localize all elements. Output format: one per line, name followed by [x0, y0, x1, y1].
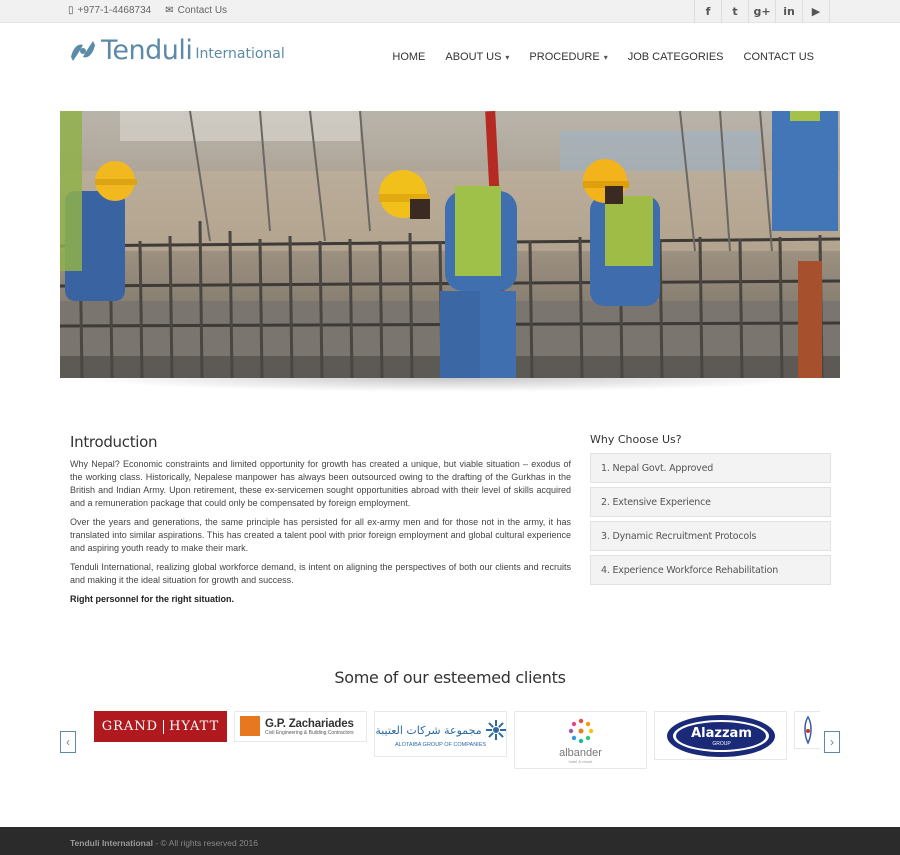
- intro-tagline: Right personnel for the right situation.: [70, 594, 234, 604]
- hero-shadow: [80, 378, 820, 392]
- nav-home[interactable]: HOME: [392, 51, 426, 63]
- client-logo-grand-hyatt[interactable]: GRAND HYATT: [94, 711, 227, 742]
- logo-main-text: Tenduli: [101, 35, 193, 66]
- nav-job-categories[interactable]: JOB CATEGORIES: [627, 51, 724, 63]
- why-item[interactable]: 2. Extensive Experience: [590, 487, 831, 517]
- top-bar: [0, 0, 900, 23]
- why-item[interactable]: 3. Dynamic Recruitment Protocols: [590, 521, 831, 551]
- logo-hands-icon: [69, 37, 97, 65]
- site-logo[interactable]: [69, 37, 285, 65]
- gpz-mark-icon: [240, 716, 260, 736]
- intro-paragraph: Tenduli International, realizing global workforce demand, is intent on aligning the perspectives of both our clients and recruits and making it the ideal situation for growth and success.: [70, 562, 571, 585]
- nav-about-us[interactable]: ABOUT US ▾: [445, 51, 510, 63]
- alotaiba-emblem-icon: [486, 720, 506, 740]
- youtube-icon[interactable]: ▶: [803, 0, 830, 23]
- contact-label: Contact Us: [177, 5, 228, 16]
- main-nav: [392, 51, 814, 63]
- client-logo-partial[interactable]: [794, 711, 820, 749]
- client-logo-albander[interactable]: albander hotel & resort: [514, 711, 647, 769]
- why-choose-us-title: Why Choose Us?: [590, 433, 682, 446]
- why-item[interactable]: 1. Nepal Govt. Approved: [590, 453, 831, 483]
- phone-icon: ▯: [68, 5, 74, 16]
- social-links: [694, 0, 830, 23]
- carousel-prev-button[interactable]: ‹: [60, 731, 76, 753]
- site-header: [0, 23, 900, 89]
- chevron-down-icon: ▾: [603, 53, 608, 62]
- albander-dots-icon: [567, 717, 595, 745]
- nav-contact-us[interactable]: CONTACT US: [743, 51, 814, 63]
- introduction-title: Introduction: [70, 433, 158, 451]
- logo-sub-text: International: [195, 46, 285, 62]
- client-logo-gp-zachariades[interactable]: G.P. Zachariades Civil Engineering & Building Contractors: [234, 711, 367, 742]
- intro-paragraph: Over the years and generations, the same principle has persisted for all ex-army men and for those not in the army, it has translated into similar aspirations. This has created a talent pool with prior foreign employment and global cultural experience and aspiring youth ready to make their mark.: [70, 517, 571, 553]
- intro-paragraph: Why Nepal? Economic constraints and limited opportunity for growth has created a unique, but viable situation – exodus of the working class. Historically, Nepalese manpower has always been outsourced owing to the drafting of the Gurkhas in the British and Indian Army. Upon retirement, these ex-servicemen sought opportunities abroad with their level of skills acquired and a remuneration package that could only be compensated by foreign employment.: [70, 459, 571, 508]
- google-plus-icon[interactable]: g+: [749, 0, 776, 23]
- why-item[interactable]: 4. Experience Workforce Rehabilitation: [590, 555, 831, 585]
- footer-copyright: Tenduli International - © All rights reserved 2016: [70, 838, 258, 848]
- partial-logo-icon: [802, 715, 814, 745]
- site-footer: [0, 827, 900, 855]
- client-logo-alotaiba[interactable]: مجموعة شركات العتيبة ALOTAIBA GROUP OF COMPANIES: [374, 711, 507, 757]
- phone-link[interactable]: [68, 5, 151, 16]
- hero-banner-image: [60, 111, 840, 378]
- top-contact: [68, 5, 227, 16]
- why-choose-us-section: [590, 433, 831, 589]
- clients-title: Some of our esteemed clients: [334, 668, 566, 687]
- chevron-down-icon: ▾: [505, 53, 510, 62]
- contact-link[interactable]: [165, 5, 227, 16]
- twitter-icon[interactable]: t: [722, 0, 749, 23]
- construction-workers-photo: [60, 111, 840, 378]
- carousel-next-button[interactable]: ›: [824, 731, 840, 753]
- client-logo-alazzam[interactable]: Alazzam GROUP: [654, 711, 787, 760]
- linkedin-icon[interactable]: in: [776, 0, 803, 23]
- introduction-section: [70, 433, 571, 612]
- envelope-icon: ✉: [165, 5, 174, 16]
- phone-number: +977-1-4468734: [77, 5, 152, 16]
- nav-procedure[interactable]: PROCEDURE ▾: [529, 51, 608, 63]
- facebook-icon[interactable]: f: [695, 0, 722, 23]
